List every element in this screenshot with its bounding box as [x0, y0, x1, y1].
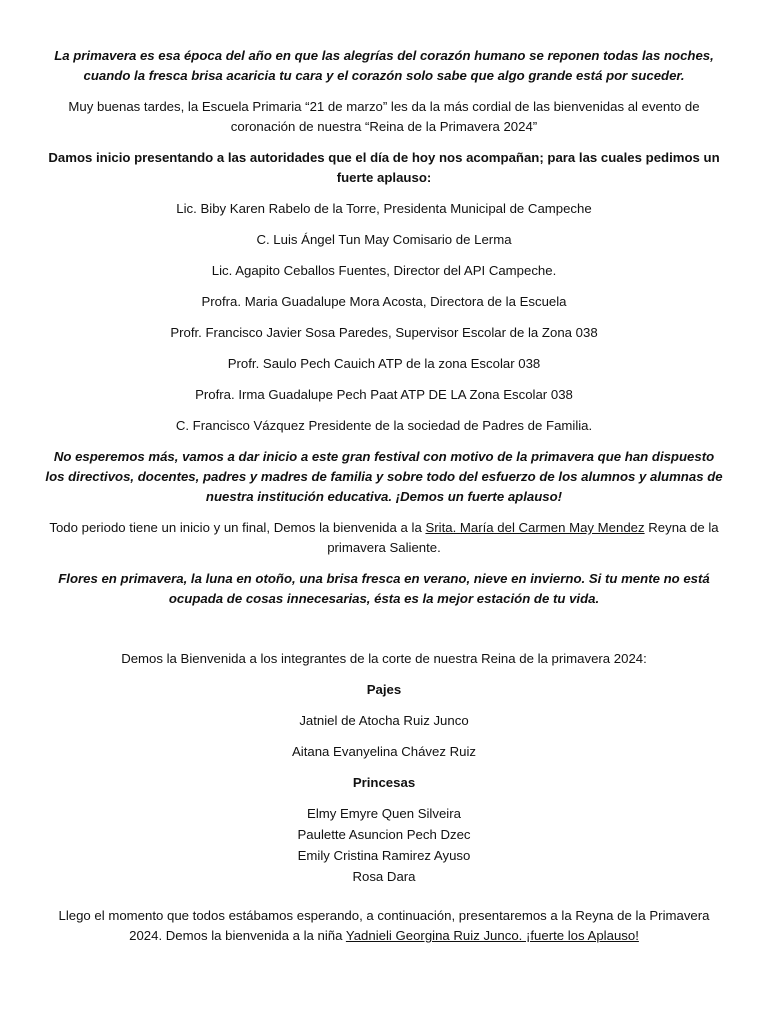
new-queen-paragraph [44, 906, 724, 946]
outgoing-queen-paragraph [44, 518, 724, 558]
paje-name: Aitana Evanyelina Chávez Ruiz [292, 744, 476, 759]
authority-line: Profra. Irma Guadalupe Pech Paat ATP DE LA Zona Escolar 038 [195, 387, 573, 402]
princesa-name: Emily Cristina Ramirez Ayuso [297, 848, 471, 863]
outgoing-queen-text-before: Todo periodo tiene un inicio y un final, Demos la bienvenida a la [49, 520, 426, 535]
outgoing-queen-name: Srita. María del Carmen May Mendez [425, 520, 645, 535]
paje-name: Jatniel de Atocha Ruiz Junco [299, 713, 469, 728]
authorities-intro: Damos inicio presentando a las autoridades que el día de hoy nos acompañan; para las cuales pedimos un fuerte aplauso: [48, 150, 720, 185]
authority-line: C. Francisco Vázquez Presidente de la sociedad de Padres de Familia. [175, 418, 593, 433]
authority-line: Profr. Saulo Pech Cauich ATP de la zona Escolar 038 [227, 356, 541, 371]
pajes-heading: Pajes [366, 682, 402, 697]
welcome-paragraph: Muy buenas tardes, la Escuela Primaria “21 de marzo” les da la más cordial de las bienvenidas al evento de coronación de nuestra “Reina de la Primavera 2024” [68, 99, 700, 134]
festival-quote: No esperemos más, vamos a dar inicio a este gran festival con motivo de la primavera que han dispuesto los directivos, docentes, padres y madres de familia y sobre todo del esfuerzo de los alumnos y alumnas de nuestra institución educativa. ¡Demos un fuerte aplauso! [45, 449, 723, 504]
princesa-name: Rosa Dara [352, 869, 416, 884]
new-queen-text-before: Llego el momento que todos estábamos esperando, a continuación, presentaremos a la Reyna de la Primavera 2024. Demos la bienvenida a la niña [58, 908, 710, 943]
intro-quote: La primavera es esa época del año en que las alegrías del corazón humano se reponen todas las noches, cuando la fresca brisa acaricia tu cara y el corazón solo sabe que algo grande está por suceder. [54, 48, 714, 83]
authority-line: Lic. Biby Karen Rabelo de la Torre, Presidenta Municipal de Campeche [176, 201, 592, 216]
princesa-name: Elmy Emyre Quen Silveira [307, 806, 461, 821]
princesas-heading: Princesas [352, 775, 416, 790]
outgoing-queen-text-after: Reyna de la primavera Saliente. [327, 520, 719, 555]
seasons-quote: Flores en primavera, la luna en otoño, una brisa fresca en verano, nieve en invierno. Si tu mente no está ocupada de cosas innecesarias, ésta es la mejor estación de tu vida. [58, 571, 710, 606]
new-queen-name: Yadnieli Georgina Ruiz Junco. ¡fuerte los Aplauso! [345, 928, 639, 943]
authority-line: Profra. Maria Guadalupe Mora Acosta, Directora de la Escuela [201, 294, 567, 309]
authority-line: Lic. Agapito Ceballos Fuentes, Director del API Campeche. [211, 263, 557, 278]
authority-line: Profr. Francisco Javier Sosa Paredes, Supervisor Escolar de la Zona 038 [170, 325, 598, 340]
court-intro: Demos la Bienvenida a los integrantes de la corte de nuestra Reina de la primavera 2024: [121, 651, 647, 666]
princesa-name: Paulette Asuncion Pech Dzec [297, 827, 471, 842]
authority-line: C. Luis Ángel Tun May Comisario de Lerma [256, 232, 512, 247]
